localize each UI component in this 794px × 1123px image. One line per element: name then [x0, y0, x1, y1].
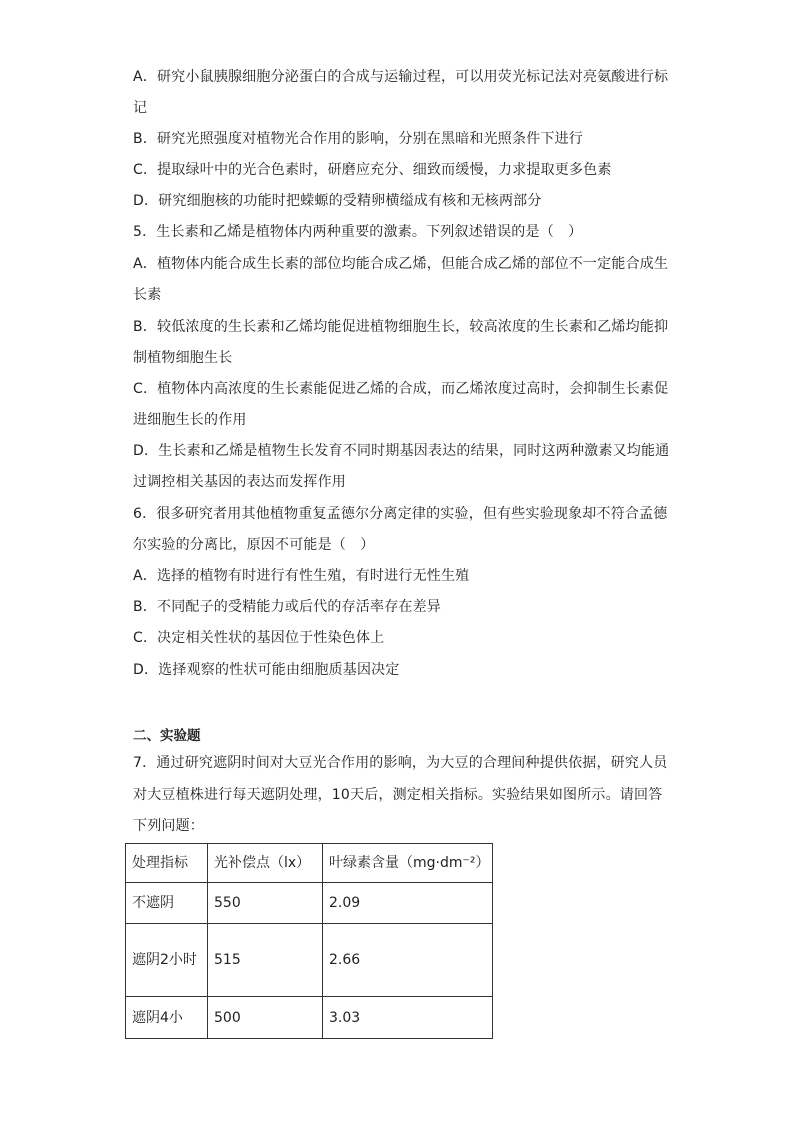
question-6-stem-line1: 6．很多研究者用其他植物重复孟德尔分离定律的实验，但有些实验现象却不符合孟德	[133, 506, 668, 522]
table-cell: 2.09	[323, 883, 493, 924]
option-b: B．研究光照强度对植物光合作用的影响，分别在黑暗和光照条件下进行	[133, 131, 584, 147]
option-c: C．提取绿叶中的光合色素时，研磨应充分、细致而缓慢，力求提取更多色素	[133, 162, 612, 178]
header-cell: 光补偿点（lx）	[208, 844, 323, 883]
table-cell: 3.03	[323, 997, 493, 1039]
table-cell: 550	[208, 883, 323, 924]
q5-option-d-line1: D．生长素和乙烯是植物生长发育不同时期基因表达的结果，同时这两种激素又均能通	[133, 443, 670, 459]
q5-option-a-line1: A．植物体内能合成生长素的部位均能合成乙烯，但能合成乙烯的部位不一定能合成生	[133, 256, 669, 272]
q6-option-a: A．选择的植物有时进行有性生殖，有时进行无性生殖	[133, 568, 470, 584]
q6-option-c: C．决定相关性状的基因位于性染色体上	[133, 630, 385, 646]
question-6-stem-line2: 尔实验的分离比，原因不可能是（ ）	[133, 537, 375, 553]
table-header-row	[126, 844, 493, 883]
q5-option-b-line2: 制植物细胞生长	[133, 350, 233, 366]
question-5-stem: 5．生长素和乙烯是植物体内两种重要的激素。下列叙述错误的是（ ）	[133, 224, 583, 240]
option-a-line1: A．研究小鼠胰腺细胞分泌蛋白的合成与运输过程，可以用荧光标记法对亮氨酸进行标	[133, 69, 669, 85]
q6-option-b: B．不同配子的受精能力或后代的存活率存在差异	[133, 599, 442, 615]
header-cell: 叶绿素含量（mg·dm⁻²）	[323, 844, 493, 883]
table-cell: 遮阴2小时	[126, 924, 208, 997]
section-heading: 二、实验题	[133, 728, 201, 744]
q5-option-c-line1: C．植物体内高浓度的生长素能促进乙烯的合成，而乙烯浓度过高时，会抑制生长素促	[133, 381, 669, 397]
q5-option-a-line2: 长素	[133, 287, 162, 303]
table-row	[126, 883, 493, 924]
q6-option-d: D．选择观察的性状可能由细胞质基因决定	[133, 662, 400, 678]
q5-option-b-line1: B．较低浓度的生长素和乙烯均能促进植物细胞生长，较高浓度的生长素和乙烯均能抑	[133, 319, 669, 335]
question-7-line3: 下列问题：	[133, 818, 204, 834]
table-cell: 515	[208, 924, 323, 997]
option-d: D．研究细胞核的功能时把蝾螈的受精卵横缢成有核和无核两部分	[133, 193, 542, 209]
option-a-line2: 记	[133, 100, 148, 116]
table-cell: 遮阴4小	[126, 997, 208, 1039]
table-cell: 2.66	[323, 924, 493, 997]
question-7-line2: 对大豆植株进行每天遮阴处理，10天后，测定相关指标。实验结果如图所示。请回答	[133, 787, 663, 803]
table-row	[126, 997, 493, 1039]
q5-option-c-line2: 进细胞生长的作用	[133, 412, 247, 428]
table-cell: 不遮阴	[126, 883, 208, 924]
q5-option-d-line2: 过调控相关基因的表达而发挥作用	[133, 474, 346, 490]
results-table	[125, 843, 493, 1039]
table-cell: 500	[208, 997, 323, 1039]
header-cell: 处理指标	[126, 844, 208, 883]
question-7-line1: 7．通过研究遮阴时间对大豆光合作用的影响，为大豆的合理间种提供依据，研究人员	[133, 755, 668, 771]
table-row	[126, 924, 493, 997]
